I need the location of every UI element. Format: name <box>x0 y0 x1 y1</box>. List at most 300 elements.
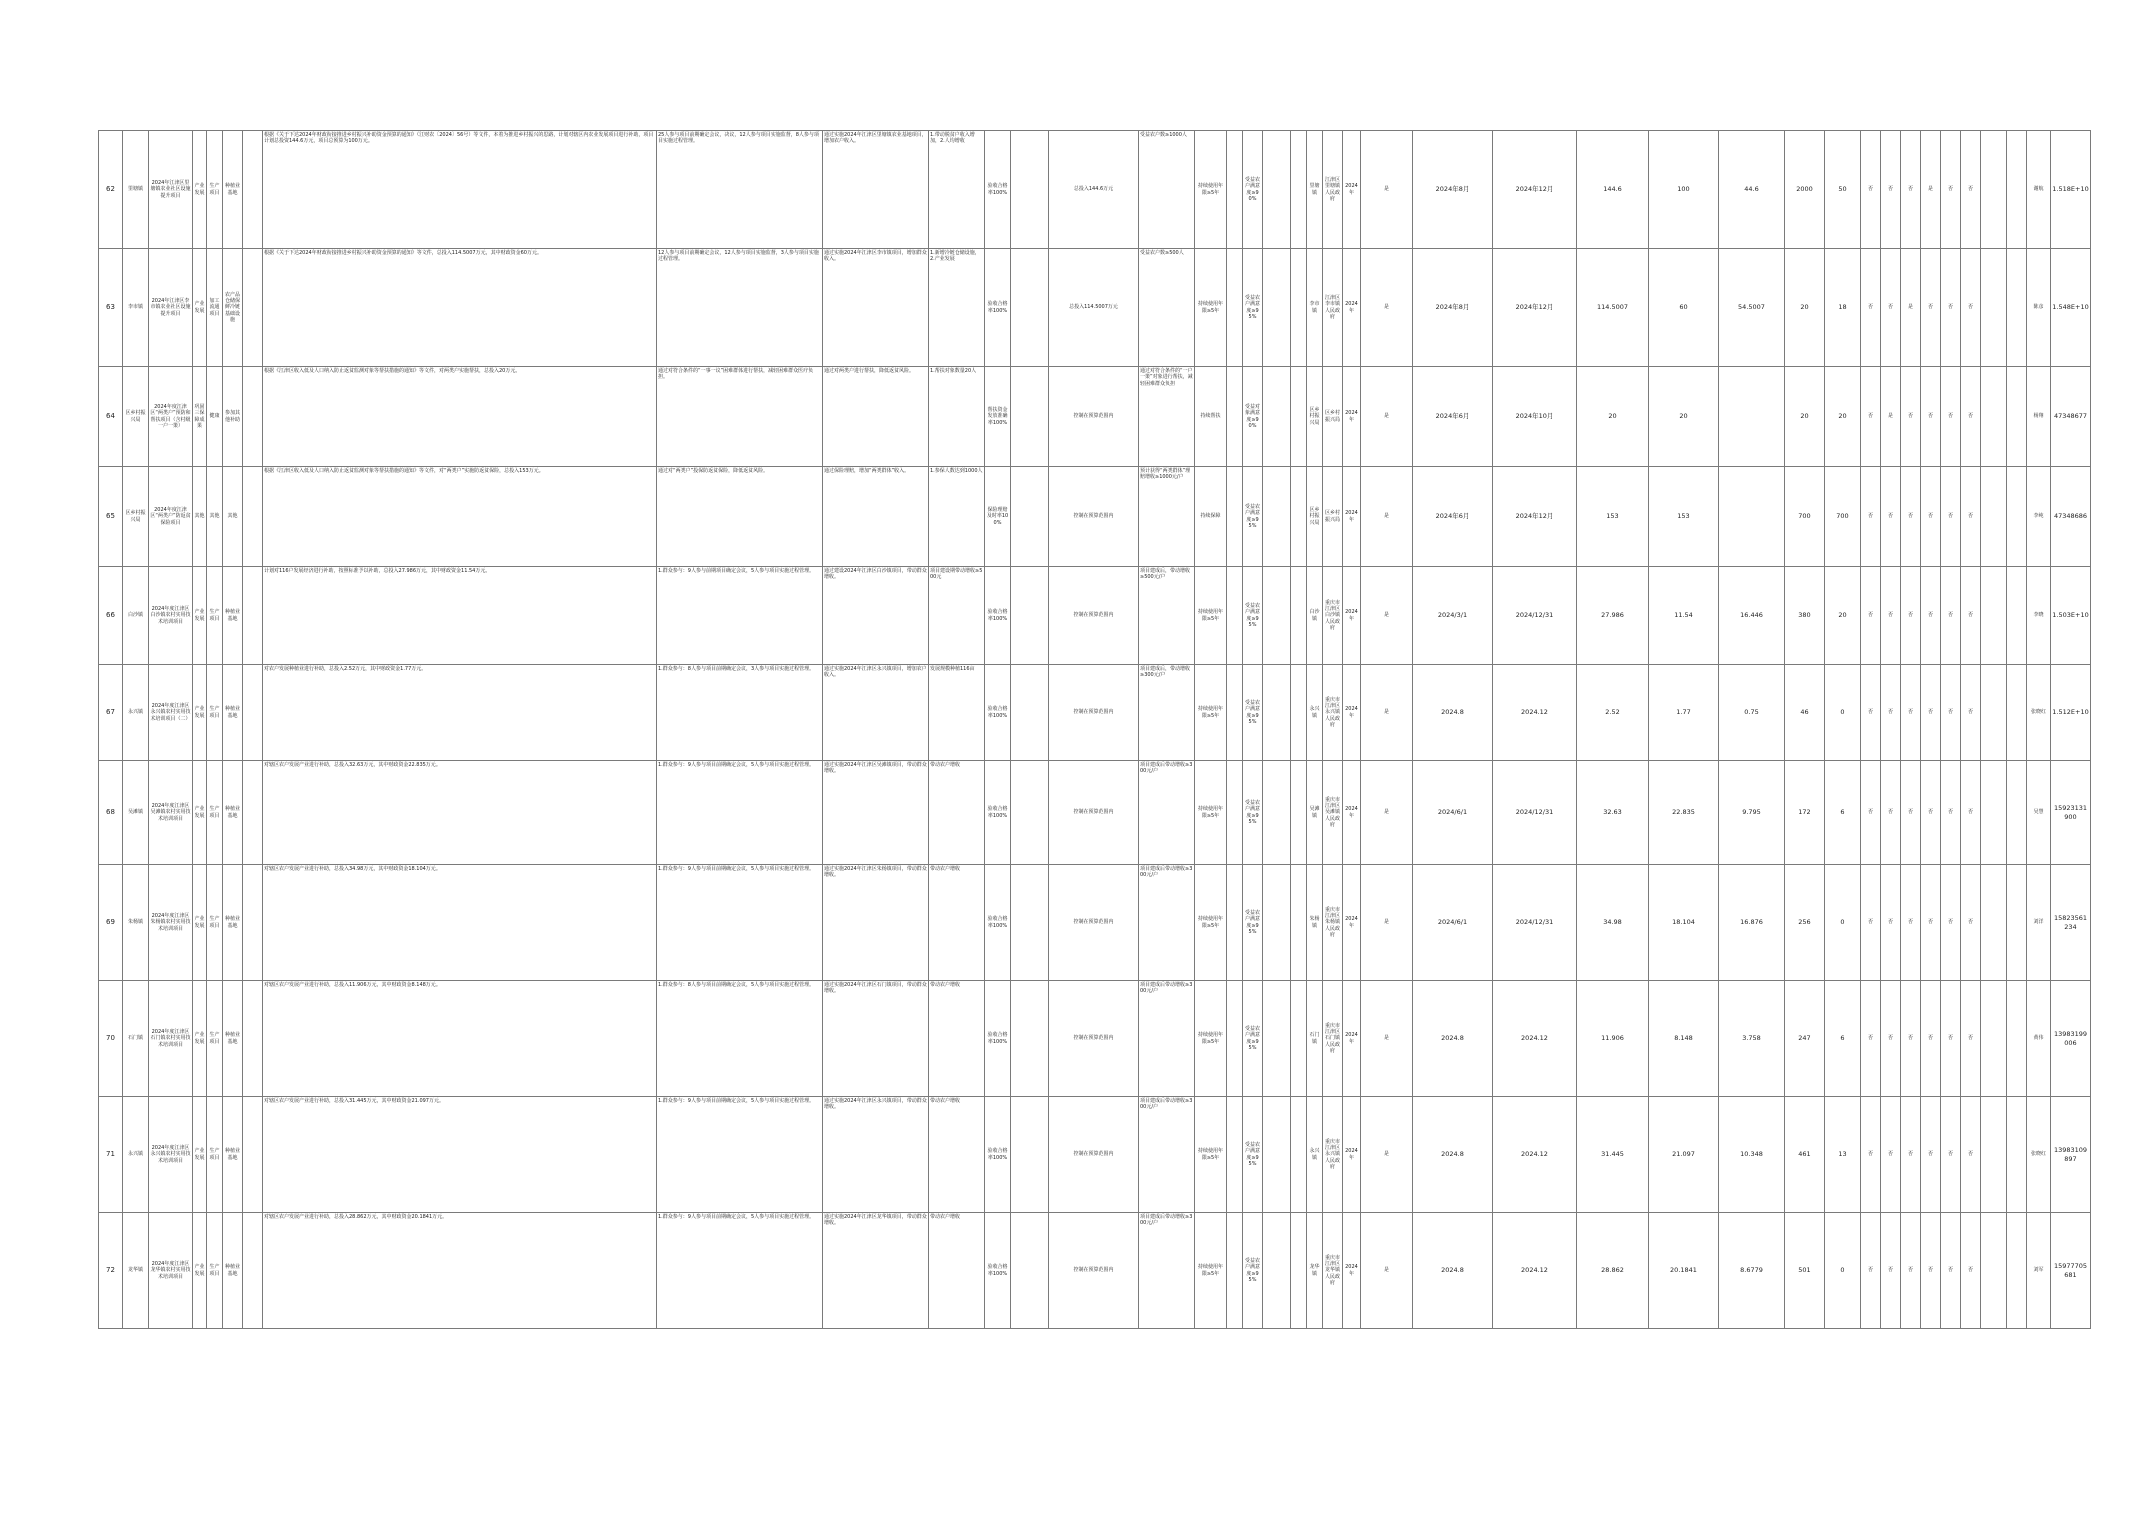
blank-cell <box>1263 981 1291 1097</box>
satisfaction-cell: 受益农户满意度≥95% <box>1243 249 1263 367</box>
content-cell: 计划对116户发展经济进行补助，按照标准予以补助，总投入27.986万元，其中财政资金11.54万元。 <box>263 567 657 665</box>
households-cell: 256 <box>1785 865 1825 981</box>
flag-cell: 是 <box>1361 131 1413 249</box>
table-row <box>99 367 2091 467</box>
cost-cell: 控制在预算范围内 <box>1049 865 1139 981</box>
satisfaction-cell: 受益农户满意度≥95% <box>1243 665 1263 761</box>
sustainability-cell: 持续使用年限≥5年 <box>1195 665 1227 761</box>
sustainability-cell: 持续使用年限≥5年 <box>1195 1213 1227 1329</box>
quality-cell: 验收合格率100% <box>985 131 1011 249</box>
blank-cell <box>1291 567 1307 665</box>
blank-cell <box>1981 981 2007 1097</box>
blank-cell <box>1291 131 1307 249</box>
indicator-cell-6: 否 <box>1961 865 1981 981</box>
indicator-cell-6: 否 <box>1961 665 1981 761</box>
benefit-cell: 1.群众参与：9人参与项目前期确定会议，5人参与项目实施过程管理。 <box>657 761 823 865</box>
blank-cell <box>1011 865 1049 981</box>
blank-cell <box>243 467 263 567</box>
town-cell: 永兴镇 <box>123 1097 149 1213</box>
total-investment-cell: 144.6 <box>1577 131 1649 249</box>
phone-cell: 1.518E+10 <box>2051 131 2091 249</box>
project-name-cell: 2024年江津区里塘镇农业社区设施提升项目 <box>149 131 193 249</box>
end-date-cell: 2024.12 <box>1493 665 1577 761</box>
indicator-cell-3: 否 <box>1901 981 1921 1097</box>
indicator-cell-3: 否 <box>1901 865 1921 981</box>
blank-cell <box>1981 131 2007 249</box>
blank-cell <box>1227 367 1243 467</box>
benefit-cell: 1.群众参与：9人参与项目前期确定会议，5人参与项目实施过程管理。 <box>657 865 823 981</box>
year-cell: 2024年 <box>1343 1213 1361 1329</box>
subcategory-cell: 加工流通项目 <box>207 249 223 367</box>
total-investment-cell: 11.906 <box>1577 981 1649 1097</box>
project-table <box>98 130 2091 1329</box>
sustainability-cell: 持续使用年限≥5年 <box>1195 249 1227 367</box>
other-fund-cell: 44.6 <box>1719 131 1785 249</box>
end-date-cell: 2024.12 <box>1493 981 1577 1097</box>
indicator-cell-2: 否 <box>1881 131 1901 249</box>
blank-cell <box>1227 665 1243 761</box>
blank-cell <box>243 567 263 665</box>
indicator-cell-3: 否 <box>1901 367 1921 467</box>
indicator-cell-3: 否 <box>1901 567 1921 665</box>
phone-cell: 13983109897 <box>2051 1097 2091 1213</box>
indicator-cell-5: 否 <box>1941 131 1961 249</box>
blank-cell <box>1291 1213 1307 1329</box>
indicator-cell-2: 否 <box>1881 981 1901 1097</box>
town-cell: 朱杨镇 <box>123 865 149 981</box>
blank-cell <box>2007 981 2027 1097</box>
blank-cell <box>243 1097 263 1213</box>
quality-cell: 帮扶资金发放准确率100% <box>985 367 1011 467</box>
people-cell: 18 <box>1825 249 1861 367</box>
fiscal-fund-cell: 1.77 <box>1649 665 1719 761</box>
sustainability-cell: 持续使用年限≥5年 <box>1195 1097 1227 1213</box>
people-cell: 6 <box>1825 761 1861 865</box>
type-cell: 种植业基地 <box>223 665 243 761</box>
sustainability-cell: 持续使用年限≥5年 <box>1195 131 1227 249</box>
indicator-cell-6: 否 <box>1961 1097 1981 1213</box>
blank-cell <box>1227 1097 1243 1213</box>
indicator-cell-2: 否 <box>1881 1097 1901 1213</box>
owner-cell: 重庆市江津区吴滩镇人民政府 <box>1323 761 1343 865</box>
mechanism-cell: 通过实施2024年江津区朱杨镇项目，带动群众增收。 <box>823 865 929 981</box>
outcome-cell: 带动农户增收 <box>929 1213 985 1329</box>
other-fund-cell <box>1719 467 1785 567</box>
indicator-cell-3: 否 <box>1901 761 1921 865</box>
total-investment-cell: 32.63 <box>1577 761 1649 865</box>
mechanism-cell: 通过实施2024年江津区龙华镇项目，带动群众增收。 <box>823 1213 929 1329</box>
benefit-cell: 1.群众参与：8人参与项目前期确定会议，5人参与项目实施过程管理。 <box>657 981 823 1097</box>
unit-cell: 区乡村振兴局 <box>1307 367 1323 467</box>
total-investment-cell: 20 <box>1577 367 1649 467</box>
people-cell: 700 <box>1825 467 1861 567</box>
blank-cell <box>2007 367 2027 467</box>
other-fund-cell: 0.75 <box>1719 665 1785 761</box>
end-date-cell: 2024年12月 <box>1493 467 1577 567</box>
project-name-cell: 2024年江津区李市镇农业社区设施提升项目 <box>149 249 193 367</box>
unit-cell: 永兴镇 <box>1307 1097 1323 1213</box>
table-row <box>99 1213 2091 1329</box>
satisfaction-cell: 受益农户满意度≥95% <box>1243 1097 1263 1213</box>
year-cell: 2024年 <box>1343 249 1361 367</box>
cost-cell: 控制在预算范围内 <box>1049 1097 1139 1213</box>
content-cell: 根据《江津区收入低及人口纳入防止返贫监测对象等帮扶措施的通知》等文件，对两类户实施帮扶，总投入20万元。 <box>263 367 657 467</box>
quality-cell: 验收合格率100% <box>985 865 1011 981</box>
end-date-cell: 2024.12 <box>1493 1097 1577 1213</box>
indicator-cell-6: 否 <box>1961 367 1981 467</box>
indicator-cell-5: 否 <box>1941 761 1961 865</box>
phone-cell: 1.503E+10 <box>2051 567 2091 665</box>
indicator-cell-1: 否 <box>1861 1213 1881 1329</box>
indicator-cell-2: 否 <box>1881 1213 1901 1329</box>
households-cell: 2000 <box>1785 131 1825 249</box>
cost-cell: 控制在预算范围内 <box>1049 665 1139 761</box>
indicator-cell-3: 否 <box>1901 1097 1921 1213</box>
indicator-cell-6: 否 <box>1961 249 1981 367</box>
mechanism-cell: 通过保险理赔，增加“两类群体”收入。 <box>823 467 929 567</box>
indicator-cell-2: 否 <box>1881 249 1901 367</box>
town-cell: 永兴镇 <box>123 665 149 761</box>
economic-benefit-cell: 项目建成后带动增收≥300元/户 <box>1139 865 1195 981</box>
blank-cell <box>1011 1097 1049 1213</box>
flag-cell: 是 <box>1361 1097 1413 1213</box>
satisfaction-cell: 受益对象满意度≥90% <box>1243 367 1263 467</box>
mechanism-cell: 通过实施2024年江津区里塘镇农业基地项目，增加农户收入。 <box>823 131 929 249</box>
blank-cell <box>1011 249 1049 367</box>
project-name-cell: 2024年度江津区“两类户”预防和帮扶项目（含村级一户一策） <box>149 367 193 467</box>
blank-cell <box>243 249 263 367</box>
fiscal-fund-cell: 20.1841 <box>1649 1213 1719 1329</box>
start-date-cell: 2024年6月 <box>1413 367 1493 467</box>
unit-cell: 李市镇 <box>1307 249 1323 367</box>
table-row <box>99 467 2091 567</box>
total-investment-cell: 31.445 <box>1577 1097 1649 1213</box>
end-date-cell: 2024/12/31 <box>1493 865 1577 981</box>
year-cell: 2024年 <box>1343 981 1361 1097</box>
households-cell: 247 <box>1785 981 1825 1097</box>
households-cell: 20 <box>1785 249 1825 367</box>
quality-cell: 验收合格率100% <box>985 249 1011 367</box>
fiscal-fund-cell: 22.835 <box>1649 761 1719 865</box>
contact-cell: 李纯 <box>2027 467 2051 567</box>
outcome-cell: 项目建设期带动增收≥500元 <box>929 567 985 665</box>
flag-cell: 是 <box>1361 467 1413 567</box>
quality-cell: 验收合格率100% <box>985 981 1011 1097</box>
category-cell: 巩固三保障成果 <box>193 367 207 467</box>
cost-cell: 控制在预算范围内 <box>1049 567 1139 665</box>
category-cell: 产业发展 <box>193 981 207 1097</box>
mechanism-cell: 通过建设2024年江津区白沙镇项目，带动群众增收。 <box>823 567 929 665</box>
subcategory-cell: 生产项目 <box>207 665 223 761</box>
blank-cell <box>243 761 263 865</box>
economic-benefit-cell: 通过对符合条件的“一户一策”对象进行帮扶，减轻困难群众负担 <box>1139 367 1195 467</box>
owner-cell: 重庆市江津区永兴镇人民政府 <box>1323 665 1343 761</box>
table-row <box>99 761 2091 865</box>
start-date-cell: 2024.8 <box>1413 1097 1493 1213</box>
indicator-cell-3: 否 <box>1901 131 1921 249</box>
benefit-cell: 1.群众参与：9人参与项目前期确定会议，5人参与项目实施过程管理。 <box>657 1097 823 1213</box>
type-cell: 种植业基地 <box>223 567 243 665</box>
phone-cell: 15923131900 <box>2051 761 2091 865</box>
indicator-cell-6: 否 <box>1961 567 1981 665</box>
outcome-cell: 带动农户增收 <box>929 981 985 1097</box>
blank-cell <box>1291 467 1307 567</box>
unit-cell: 白沙镇 <box>1307 567 1323 665</box>
indicator-cell-4: 是 <box>1921 131 1941 249</box>
contact-cell: 张晓红 <box>2027 665 2051 761</box>
fiscal-fund-cell: 21.097 <box>1649 1097 1719 1213</box>
project-name-cell: 2024年度江津区龙华镇农村实用技术培训项目 <box>149 1213 193 1329</box>
mechanism-cell: 通过实施2024年江津区永兴镇项目，增加农户收入。 <box>823 665 929 761</box>
table-row <box>99 665 2091 761</box>
row-number: 64 <box>99 367 123 467</box>
unit-cell: 吴滩镇 <box>1307 761 1323 865</box>
row-number: 68 <box>99 761 123 865</box>
subcategory-cell: 健康 <box>207 367 223 467</box>
indicator-cell-6: 否 <box>1961 467 1981 567</box>
blank-cell <box>1263 567 1291 665</box>
subcategory-cell: 生产项目 <box>207 761 223 865</box>
project-name-cell: 2024年度江津区“两类户”防返贫保险项目 <box>149 467 193 567</box>
contact-cell: 杨翔 <box>2027 367 2051 467</box>
blank-cell <box>1227 249 1243 367</box>
blank-cell <box>1291 761 1307 865</box>
contact-cell: 刘军 <box>2027 1213 2051 1329</box>
blank-cell <box>1981 665 2007 761</box>
quality-cell: 验收合格率100% <box>985 1213 1011 1329</box>
type-cell: 其他 <box>223 467 243 567</box>
sustainability-cell: 持续使用年限≥5年 <box>1195 567 1227 665</box>
benefit-cell: 1.群众参与：8人参与项目前期确定会议，3人参与项目实施过程管理。 <box>657 665 823 761</box>
blank-cell <box>2007 865 2027 981</box>
blank-cell <box>1263 1097 1291 1213</box>
people-cell: 0 <box>1825 665 1861 761</box>
year-cell: 2024年 <box>1343 865 1361 981</box>
blank-cell <box>1011 1213 1049 1329</box>
end-date-cell: 2024/12/31 <box>1493 761 1577 865</box>
other-fund-cell: 16.446 <box>1719 567 1785 665</box>
start-date-cell: 2024.8 <box>1413 665 1493 761</box>
flag-cell: 是 <box>1361 761 1413 865</box>
row-number: 66 <box>99 567 123 665</box>
subcategory-cell: 生产项目 <box>207 131 223 249</box>
type-cell: 种植业基地 <box>223 761 243 865</box>
economic-benefit-cell: 受益农户数≥1000人 <box>1139 131 1195 249</box>
subcategory-cell: 生产项目 <box>207 865 223 981</box>
fiscal-fund-cell: 11.54 <box>1649 567 1719 665</box>
table-row <box>99 131 2091 249</box>
row-number: 62 <box>99 131 123 249</box>
flag-cell: 是 <box>1361 567 1413 665</box>
blank-cell <box>1981 367 2007 467</box>
blank-cell <box>1981 249 2007 367</box>
year-cell: 2024年 <box>1343 367 1361 467</box>
blank-cell <box>1981 1213 2007 1329</box>
blank-cell <box>2007 761 2027 865</box>
total-investment-cell: 28.862 <box>1577 1213 1649 1329</box>
outcome-cell: 1.参保人数达到1000人 <box>929 467 985 567</box>
blank-cell <box>1981 761 2007 865</box>
unit-cell: 里塘镇 <box>1307 131 1323 249</box>
table-row <box>99 249 2091 367</box>
table-row <box>99 865 2091 981</box>
table-row <box>99 1097 2091 1213</box>
outcome-cell: 带动农户增收 <box>929 1097 985 1213</box>
end-date-cell: 2024年10月 <box>1493 367 1577 467</box>
blank-cell <box>1227 467 1243 567</box>
quality-cell: 验收合格率100% <box>985 567 1011 665</box>
total-investment-cell: 27.986 <box>1577 567 1649 665</box>
town-cell: 李市镇 <box>123 249 149 367</box>
indicator-cell-5: 否 <box>1941 981 1961 1097</box>
type-cell: 种植业基地 <box>223 865 243 981</box>
blank-cell <box>1263 761 1291 865</box>
mechanism-cell: 通过实施2024年江津区石门镇项目，带动群众增收。 <box>823 981 929 1097</box>
flag-cell: 是 <box>1361 367 1413 467</box>
content-cell: 对辖区农户发展产业进行补助，总投入34.98万元，其中财政资金18.104万元。 <box>263 865 657 981</box>
project-name-cell: 2024年度江津区吴滩镇农村实用技术培训项目 <box>149 761 193 865</box>
blank-cell <box>1981 865 2007 981</box>
blank-cell <box>1291 367 1307 467</box>
cost-cell: 总投入144.6万元 <box>1049 131 1139 249</box>
type-cell: 农产品仓储保鲜冷链基础设施 <box>223 249 243 367</box>
people-cell: 50 <box>1825 131 1861 249</box>
category-cell: 产业发展 <box>193 131 207 249</box>
contact-cell: 陈彦 <box>2027 249 2051 367</box>
start-date-cell: 2024.8 <box>1413 981 1493 1097</box>
blank-cell <box>1011 761 1049 865</box>
indicator-cell-5: 否 <box>1941 1213 1961 1329</box>
satisfaction-cell: 受益农户满意度≥95% <box>1243 981 1263 1097</box>
owner-cell: 江津区李市镇人民政府 <box>1323 249 1343 367</box>
quality-cell: 保险理赔及时率100% <box>985 467 1011 567</box>
blank-cell <box>1291 1097 1307 1213</box>
phone-cell: 15823561234 <box>2051 865 2091 981</box>
flag-cell: 是 <box>1361 249 1413 367</box>
indicator-cell-1: 否 <box>1861 865 1881 981</box>
blank-cell <box>243 865 263 981</box>
project-name-cell: 2024年度江津区永兴镇农村实用技术培训项目（二） <box>149 665 193 761</box>
indicator-cell-4: 否 <box>1921 981 1941 1097</box>
type-cell: 参加其他补助 <box>223 367 243 467</box>
indicator-cell-2: 否 <box>1881 761 1901 865</box>
outcome-cell: 带动农户增收 <box>929 761 985 865</box>
households-cell: 46 <box>1785 665 1825 761</box>
unit-cell: 永兴镇 <box>1307 665 1323 761</box>
blank-cell <box>1011 367 1049 467</box>
end-date-cell: 2024.12 <box>1493 1213 1577 1329</box>
blank-cell <box>1227 131 1243 249</box>
quality-cell: 验收合格率100% <box>985 1097 1011 1213</box>
phone-cell: 47348686 <box>2051 467 2091 567</box>
owner-cell: 区乡村振兴局 <box>1323 367 1343 467</box>
other-fund-cell: 3.758 <box>1719 981 1785 1097</box>
fiscal-fund-cell: 100 <box>1649 131 1719 249</box>
blank-cell <box>2007 567 2027 665</box>
flag-cell: 是 <box>1361 981 1413 1097</box>
blank-cell <box>1227 761 1243 865</box>
blank-cell <box>1263 249 1291 367</box>
row-number: 72 <box>99 1213 123 1329</box>
indicator-cell-5: 否 <box>1941 567 1961 665</box>
category-cell: 产业发展 <box>193 761 207 865</box>
blank-cell <box>1981 567 2007 665</box>
indicator-cell-1: 否 <box>1861 981 1881 1097</box>
phone-cell: 13983199006 <box>2051 981 2091 1097</box>
blank-cell <box>1291 665 1307 761</box>
owner-cell: 重庆市江津区永兴镇人民政府 <box>1323 1097 1343 1213</box>
blank-cell <box>1263 1213 1291 1329</box>
subcategory-cell: 生产项目 <box>207 1097 223 1213</box>
blank-cell <box>1011 467 1049 567</box>
indicator-cell-4: 否 <box>1921 865 1941 981</box>
row-number: 67 <box>99 665 123 761</box>
sustainability-cell: 持续使用年限≥5年 <box>1195 865 1227 981</box>
fiscal-fund-cell: 60 <box>1649 249 1719 367</box>
mechanism-cell: 通过实施2024年江津区永兴镇项目，带动群众增收。 <box>823 1097 929 1213</box>
indicator-cell-4: 否 <box>1921 367 1941 467</box>
content-cell: 根据《关于下达2024年财政衔接推进乡村振兴补助资金预算的通知》等文件，总投入114.5007万元，其中财政资金60万元。 <box>263 249 657 367</box>
content-cell: 根据《关于下达2024年财政衔接推进乡村振兴补助资金预算的通知》（江财农〔2024〕56号）等文件，本着为推进乡村振兴的思路，计划对辖区内农业发展项目进行补助，项目计划总投资144.6万元，项目总预算为100万元。 <box>263 131 657 249</box>
indicator-cell-3: 否 <box>1901 467 1921 567</box>
cost-cell: 总投入114.5007万元 <box>1049 249 1139 367</box>
satisfaction-cell: 受益农户满意度≥95% <box>1243 761 1263 865</box>
phone-cell: 1.548E+10 <box>2051 249 2091 367</box>
indicator-cell-4: 否 <box>1921 1097 1941 1213</box>
blank-cell <box>1981 1097 2007 1213</box>
indicator-cell-5: 否 <box>1941 467 1961 567</box>
households-cell: 172 <box>1785 761 1825 865</box>
contact-cell: 李晓 <box>2027 567 2051 665</box>
flag-cell: 是 <box>1361 1213 1413 1329</box>
sustainability-cell: 持续保障 <box>1195 467 1227 567</box>
households-cell: 380 <box>1785 567 1825 665</box>
start-date-cell: 2024年8月 <box>1413 131 1493 249</box>
total-investment-cell: 2.52 <box>1577 665 1649 761</box>
subcategory-cell: 生产项目 <box>207 1213 223 1329</box>
satisfaction-cell: 受益农户满意度≥95% <box>1243 865 1263 981</box>
fiscal-fund-cell: 18.104 <box>1649 865 1719 981</box>
project-name-cell: 2024年度江津区朱杨镇农村实用技术培训项目 <box>149 865 193 981</box>
unit-cell: 朱杨镇 <box>1307 865 1323 981</box>
town-cell: 白沙镇 <box>123 567 149 665</box>
cost-cell: 控制在预算范围内 <box>1049 1213 1139 1329</box>
town-cell: 里塘镇 <box>123 131 149 249</box>
content-cell: 对辖区农户发展产业进行补助，总投入31.445万元，其中财政资金21.097万元。 <box>263 1097 657 1213</box>
blank-cell <box>243 1213 263 1329</box>
satisfaction-cell: 受益农户满意度≥95% <box>1243 467 1263 567</box>
fiscal-fund-cell: 20 <box>1649 367 1719 467</box>
year-cell: 2024年 <box>1343 665 1361 761</box>
indicator-cell-6: 否 <box>1961 131 1981 249</box>
fiscal-fund-cell: 153 <box>1649 467 1719 567</box>
blank-cell <box>1263 367 1291 467</box>
indicator-cell-6: 否 <box>1961 1213 1981 1329</box>
phone-cell: 1.512E+10 <box>2051 665 2091 761</box>
blank-cell <box>1263 665 1291 761</box>
blank-cell <box>1291 249 1307 367</box>
fiscal-fund-cell: 8.148 <box>1649 981 1719 1097</box>
owner-cell: 重庆市江津区龙华镇人民政府 <box>1323 1213 1343 1329</box>
economic-benefit-cell: 项目建成后带动增收≥300元/户 <box>1139 981 1195 1097</box>
blank-cell <box>2007 1213 2027 1329</box>
other-fund-cell: 10.348 <box>1719 1097 1785 1213</box>
contact-cell: 谢航 <box>2027 131 2051 249</box>
project-name-cell: 2024年度江津区白沙镇农村实用技术培训项目 <box>149 567 193 665</box>
subcategory-cell: 其他 <box>207 467 223 567</box>
people-cell: 0 <box>1825 865 1861 981</box>
indicator-cell-4: 否 <box>1921 1213 1941 1329</box>
